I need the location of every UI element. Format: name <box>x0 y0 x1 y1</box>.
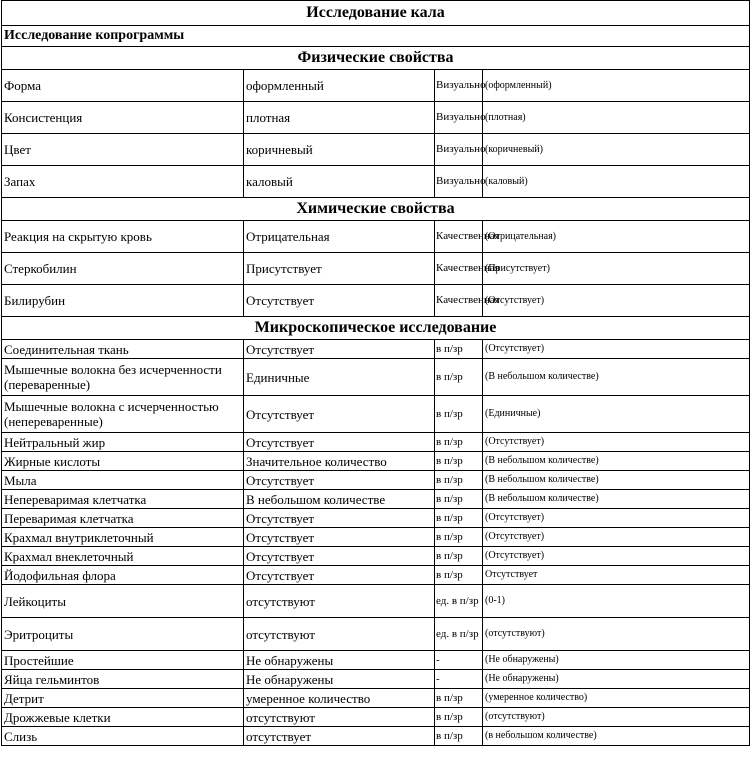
method: - <box>435 670 483 689</box>
method: в п/зр <box>435 708 483 727</box>
method: ед. в п/зр <box>435 618 483 651</box>
param-name: Соединительная ткань <box>2 340 244 359</box>
method: в п/зр <box>435 490 483 509</box>
reference-value: (Отсутствует) <box>483 433 750 452</box>
param-name: Простейшие <box>2 651 244 670</box>
result-value: коричневый <box>244 134 435 166</box>
result-value: плотная <box>244 102 435 134</box>
table-row <box>2 585 750 618</box>
reference-value: (0-1) <box>483 585 750 618</box>
result-value: Присутствует <box>244 253 435 285</box>
param-name: Форма <box>2 70 244 102</box>
result-value: Не обнаружены <box>244 651 435 670</box>
method: в п/зр <box>435 433 483 452</box>
param-name: Йодофильная флора <box>2 566 244 585</box>
param-name: Стеркобилин <box>2 253 244 285</box>
result-value: Отсутствует <box>244 566 435 585</box>
table-row <box>2 651 750 670</box>
table-row <box>2 471 750 490</box>
param-name: Жирные кислоты <box>2 452 244 471</box>
reference-value: (В небольшом количестве) <box>483 471 750 490</box>
report-subtitle: Исследование копрограммы <box>2 26 750 47</box>
table-row <box>2 166 750 198</box>
table-row <box>2 134 750 166</box>
reference-value: (Присутствует) <box>483 253 750 285</box>
table-row <box>2 396 750 433</box>
param-name: Нейтральный жир <box>2 433 244 452</box>
method: ед. в п/зр <box>435 585 483 618</box>
reference-value: (в небольшом количестве) <box>483 727 750 746</box>
method: Визуально <box>435 102 483 134</box>
result-value: Отсутствует <box>244 340 435 359</box>
reference-value: (Отсутствует) <box>483 340 750 359</box>
param-name: Консистенция <box>2 102 244 134</box>
result-value: отсутствуют <box>244 708 435 727</box>
method: в п/зр <box>435 452 483 471</box>
param-name: Реакция на скрытую кровь <box>2 221 244 253</box>
result-value: отсутствуют <box>244 585 435 618</box>
method: Качественная <box>435 285 483 317</box>
param-name: Билирубин <box>2 285 244 317</box>
method: в п/зр <box>435 727 483 746</box>
stool-analysis-table <box>1 0 750 746</box>
reference-value: (умеренное количество) <box>483 689 750 708</box>
reference-value: (Отсутствует) <box>483 528 750 547</box>
result-value: Отрицательная <box>244 221 435 253</box>
section-microscopic-heading: Микроскопическое исследование <box>2 317 750 340</box>
reference-value: (В небольшом количестве) <box>483 490 750 509</box>
reference-value: (каловый) <box>483 166 750 198</box>
report-title: Исследование кала <box>2 1 750 26</box>
table-row <box>2 509 750 528</box>
reference-value: (Отсутствует) <box>483 509 750 528</box>
method: Визуально <box>435 166 483 198</box>
param-name: Дрожжевые клетки <box>2 708 244 727</box>
section-physical-heading: Физические свойства <box>2 47 750 70</box>
table-row <box>2 547 750 566</box>
method: Визуально <box>435 134 483 166</box>
param-name: Крахмал внеклеточный <box>2 547 244 566</box>
table-row <box>2 102 750 134</box>
table-row <box>2 359 750 396</box>
method: в п/зр <box>435 359 483 396</box>
result-value: Не обнаружены <box>244 670 435 689</box>
reference-value: Отсутствует <box>483 566 750 585</box>
param-name: Запах <box>2 166 244 198</box>
method: в п/зр <box>435 566 483 585</box>
reference-value: (Не обнаружены) <box>483 651 750 670</box>
param-name: Непереваримая клетчатка <box>2 490 244 509</box>
table-row <box>2 433 750 452</box>
reference-value: (Не обнаружены) <box>483 670 750 689</box>
param-name: Слизь <box>2 727 244 746</box>
result-value: Отсутствует <box>244 285 435 317</box>
reference-value: (Отрицательная) <box>483 221 750 253</box>
reference-value: (Отсутствует) <box>483 547 750 566</box>
table-row <box>2 340 750 359</box>
result-value: умеренное количество <box>244 689 435 708</box>
reference-value: (оформленный) <box>483 70 750 102</box>
table-row <box>2 70 750 102</box>
method: Качественная <box>435 253 483 285</box>
method: в п/зр <box>435 509 483 528</box>
table-row <box>2 618 750 651</box>
result-value: Отсутствует <box>244 396 435 433</box>
table-row <box>2 452 750 471</box>
method: в п/зр <box>435 471 483 490</box>
result-value: Отсутствует <box>244 433 435 452</box>
reference-value: (В небольшом количестве) <box>483 452 750 471</box>
reference-value: (плотная) <box>483 102 750 134</box>
param-name: Эритроциты <box>2 618 244 651</box>
param-name: Мышечные волокна без исчерченности (переваренные) <box>2 359 244 396</box>
result-value: Значительное количество <box>244 452 435 471</box>
param-name: Яйца гельминтов <box>2 670 244 689</box>
method: Качественная <box>435 221 483 253</box>
param-name: Переваримая клетчатка <box>2 509 244 528</box>
param-name: Крахмал внутриклеточный <box>2 528 244 547</box>
method: в п/зр <box>435 528 483 547</box>
reference-value: (коричневый) <box>483 134 750 166</box>
method: в п/зр <box>435 340 483 359</box>
table-row <box>2 670 750 689</box>
table-row <box>2 490 750 509</box>
result-value: Отсутствует <box>244 471 435 490</box>
method: - <box>435 651 483 670</box>
table-row <box>2 689 750 708</box>
reference-value: (отсутствуют) <box>483 708 750 727</box>
table-row <box>2 253 750 285</box>
param-name: Детрит <box>2 689 244 708</box>
reference-value: (Отсутствует) <box>483 285 750 317</box>
table-row <box>2 708 750 727</box>
table-row <box>2 221 750 253</box>
method: в п/зр <box>435 689 483 708</box>
result-value: оформленный <box>244 70 435 102</box>
reference-value: (В небольшом количестве) <box>483 359 750 396</box>
result-value: Отсутствует <box>244 528 435 547</box>
table-row <box>2 727 750 746</box>
section-chemical-heading: Химические свойства <box>2 198 750 221</box>
result-value: отсутствует <box>244 727 435 746</box>
result-value: В небольшом количестве <box>244 490 435 509</box>
param-name: Цвет <box>2 134 244 166</box>
reference-value: (Единичные) <box>483 396 750 433</box>
param-name: Мышечные волокна с исчерченностью (непереваренные) <box>2 396 244 433</box>
result-value: каловый <box>244 166 435 198</box>
table-row <box>2 566 750 585</box>
method: Визуально <box>435 70 483 102</box>
method: в п/зр <box>435 396 483 433</box>
result-value: Отсутствует <box>244 547 435 566</box>
result-value: Единичные <box>244 359 435 396</box>
table-row <box>2 285 750 317</box>
result-value: отсутствуют <box>244 618 435 651</box>
table-row <box>2 528 750 547</box>
method: в п/зр <box>435 547 483 566</box>
param-name: Лейкоциты <box>2 585 244 618</box>
result-value: Отсутствует <box>244 509 435 528</box>
param-name: Мыла <box>2 471 244 490</box>
reference-value: (отсутствуют) <box>483 618 750 651</box>
